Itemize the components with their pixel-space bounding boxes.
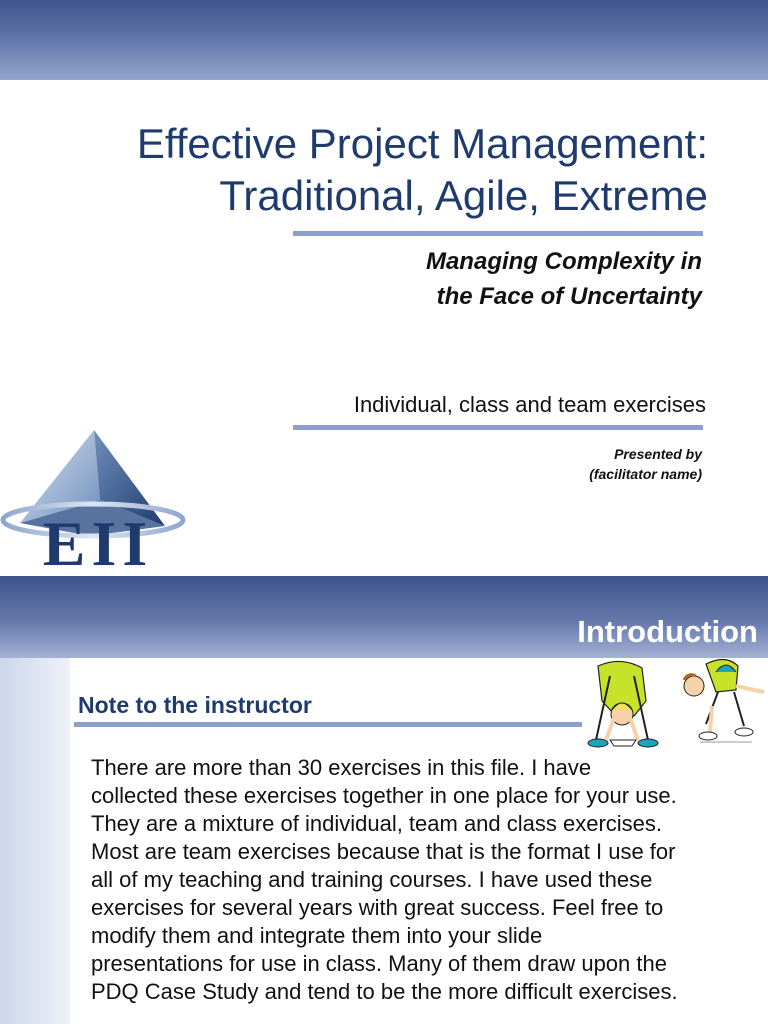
exercising-figures-clipart bbox=[576, 656, 768, 752]
body-line: presentations for use in class. Many of them draw upon the bbox=[91, 951, 667, 976]
title-slide-header-bar bbox=[0, 0, 768, 80]
figure-two-icon bbox=[684, 659, 764, 742]
slide-title bbox=[137, 118, 708, 222]
introduction-header-bar bbox=[0, 576, 768, 658]
body-line: Most are team exercises because that is the format I use for bbox=[91, 839, 676, 864]
body-line: collected these exercises together in one place for your use. bbox=[91, 783, 677, 808]
presented-by-label: Presented by bbox=[614, 446, 702, 462]
body-line: exercises for several years with great success. Feel free to bbox=[91, 895, 664, 920]
slide-title-line-2: Traditional, Agile, Extreme bbox=[219, 172, 708, 219]
body-line: all of my teaching and training courses. I have used these bbox=[91, 867, 653, 892]
presenter-block bbox=[589, 444, 702, 484]
body-line: They are a mixture of individual, team and class exercises. bbox=[91, 811, 663, 836]
subtitle-line-1: Managing Complexity in bbox=[425, 248, 702, 275]
left-accent-band bbox=[0, 658, 70, 1024]
introduction-slide bbox=[0, 576, 768, 1024]
note-heading: Note to the instructor bbox=[78, 692, 312, 718]
slide-subtitle bbox=[426, 244, 702, 314]
exercises-label: Individual, class and team exercises bbox=[353, 392, 706, 417]
body-line: PDQ Case Study and tend to be the more difficult exercises. bbox=[91, 979, 678, 1004]
section-title: Introduction bbox=[577, 614, 758, 649]
body-line: There are more than 30 exercises in this file. I have bbox=[91, 755, 592, 780]
note-divider bbox=[74, 722, 582, 727]
slide-title-line-1: Effective Project Management: bbox=[136, 120, 708, 167]
facilitator-name: (facilitator name) bbox=[589, 466, 702, 482]
exercises-divider bbox=[293, 425, 703, 430]
title-divider bbox=[293, 231, 703, 236]
note-body bbox=[91, 754, 731, 1006]
subtitle-line-2: the Face of Uncertainty bbox=[436, 283, 702, 310]
body-line: modify them and integrate them into your slide bbox=[91, 923, 543, 948]
figure-one-icon bbox=[588, 661, 658, 747]
eii-logo-text: EII bbox=[42, 508, 154, 576]
